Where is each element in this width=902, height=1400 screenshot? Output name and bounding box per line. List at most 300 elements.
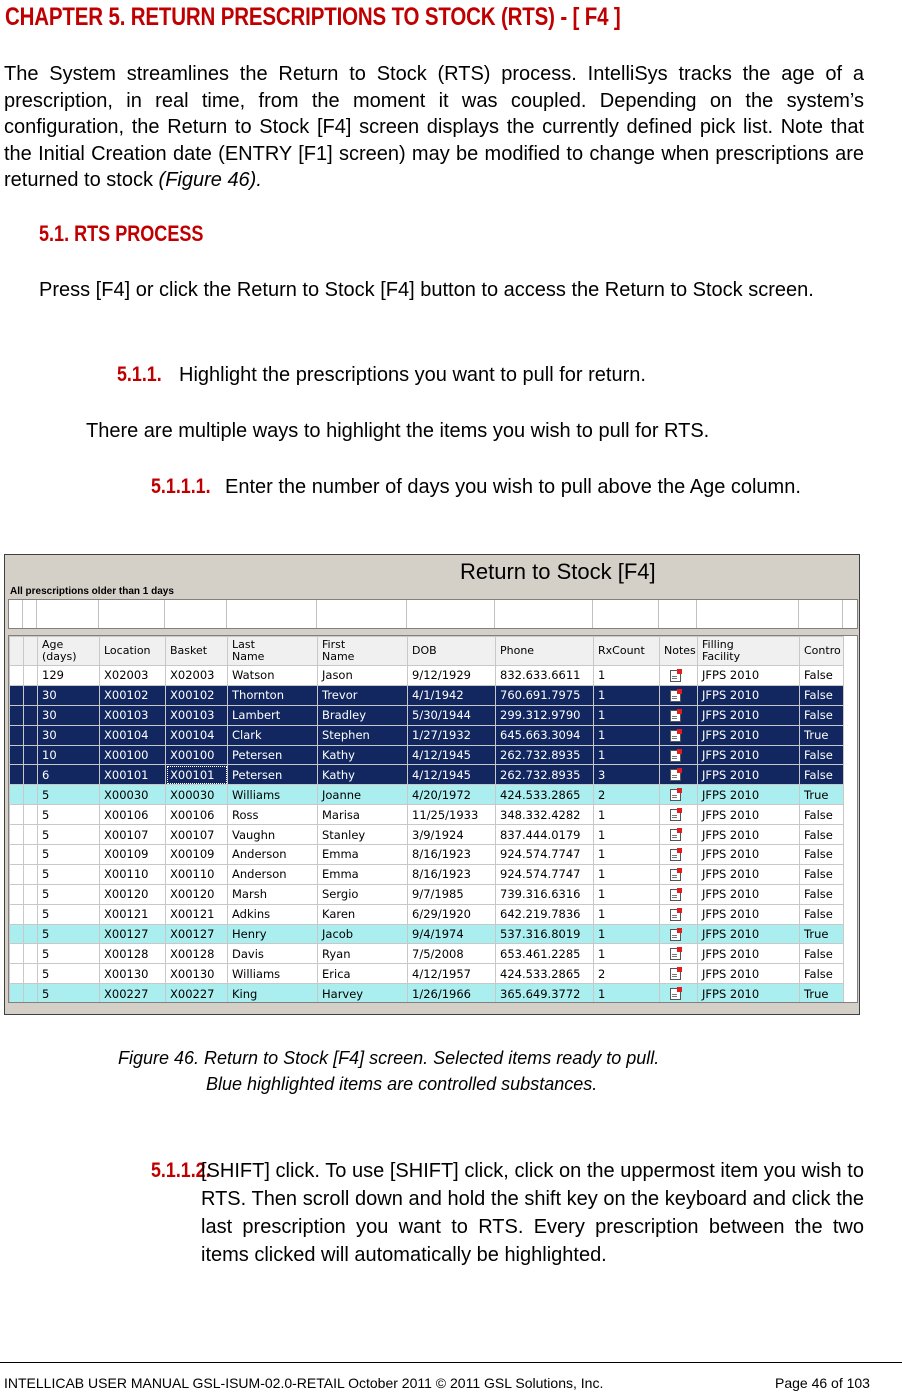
row-selector[interactable] (10, 984, 24, 1003)
cell-age: 5 (38, 984, 100, 1003)
cell-phone: 924.574.7747 (496, 845, 594, 865)
filter-cell-divider (494, 600, 495, 628)
cell-dob: 8/16/1923 (408, 864, 496, 884)
cell-dob: 1/27/1932 (408, 725, 496, 745)
column-header-text: Phone (500, 644, 535, 657)
filter-cell-divider (842, 600, 843, 628)
column-header-age[interactable] (38, 637, 100, 666)
cell-control: True (800, 785, 844, 805)
cell-control: False (800, 805, 844, 825)
filter-cell-divider (658, 600, 659, 628)
cell-notes (660, 984, 698, 1003)
row-selector[interactable] (24, 705, 38, 725)
row-selector[interactable] (10, 845, 24, 865)
cell-filling-facility: JFPS 2010 (698, 725, 800, 745)
filter-cell-divider (406, 600, 407, 628)
notes-icon[interactable] (670, 909, 681, 921)
filter-cell-divider (226, 600, 227, 628)
cell-filling-facility: JFPS 2010 (698, 904, 800, 924)
table-row[interactable] (10, 765, 844, 785)
cell-notes (660, 785, 698, 805)
table-row[interactable] (10, 845, 844, 865)
column-header-first-name[interactable] (318, 637, 408, 666)
cell-basket: X00107 (166, 825, 228, 845)
row-selector[interactable] (10, 825, 24, 845)
cell-rx-count: 1 (594, 944, 660, 964)
column-header-control[interactable] (800, 637, 844, 666)
section-5-1-text: Press [F4] or click the Return to Stock [F4] button to access the Return to Stock screen. (39, 279, 814, 301)
section-heading-5-1: 5.1. RTS PROCESS (39, 221, 204, 246)
row-selector[interactable] (24, 805, 38, 825)
row-selector[interactable] (24, 944, 38, 964)
row-selector[interactable] (24, 666, 38, 686)
row-selector[interactable] (10, 745, 24, 765)
cell-rx-count: 2 (594, 964, 660, 984)
cell-control: False (800, 864, 844, 884)
cell-phone: 924.574.7747 (496, 864, 594, 884)
cell-last-name: Petersen (228, 745, 318, 765)
cell-first-name: Stanley (318, 825, 408, 845)
cell-rx-count: 2 (594, 785, 660, 805)
notes-icon[interactable] (670, 670, 681, 682)
cell-dob: 4/20/1972 (408, 785, 496, 805)
cell-age: 30 (38, 705, 100, 725)
cell-filling-facility: JFPS 2010 (698, 924, 800, 944)
cell-notes (660, 725, 698, 745)
filter-cell-divider (164, 600, 165, 628)
table-row[interactable] (10, 944, 844, 964)
cell-last-name: Davis (228, 944, 318, 964)
cell-age: 30 (38, 685, 100, 705)
cell-age: 5 (38, 785, 100, 805)
cell-phone: 837.444.0179 (496, 825, 594, 845)
table-row[interactable] (10, 884, 844, 904)
cell-location: X00102 (100, 685, 166, 705)
cell-phone: 424.533.2865 (496, 964, 594, 984)
footer-left: INTELLICAB USER MANUAL GSL-ISUM-02.0-RETAIL October 2011 © 2011 GSL Solutions, Inc. (4, 1375, 604, 1391)
column-header-last-name[interactable] (228, 637, 318, 666)
table-row[interactable] (10, 924, 844, 944)
notes-icon[interactable] (670, 690, 681, 702)
cell-rx-count: 1 (594, 685, 660, 705)
cell-dob: 3/9/1924 (408, 825, 496, 845)
cell-filling-facility: JFPS 2010 (698, 666, 800, 686)
row-selector[interactable] (10, 864, 24, 884)
cell-rx-count: 1 (594, 884, 660, 904)
cell-first-name: Joanne (318, 785, 408, 805)
cell-dob: 9/7/1985 (408, 884, 496, 904)
cell-rx-count: 1 (594, 864, 660, 884)
cell-location: X00101 (100, 765, 166, 785)
cell-control: False (800, 904, 844, 924)
row-selector[interactable] (24, 785, 38, 805)
cell-location: X00121 (100, 904, 166, 924)
cell-location: X00120 (100, 884, 166, 904)
cell-location: X00130 (100, 964, 166, 984)
cell-age: 5 (38, 924, 100, 944)
notes-icon[interactable] (670, 730, 681, 742)
cell-age: 5 (38, 825, 100, 845)
column-header-text: Notes (664, 644, 696, 657)
cell-dob: 6/29/1920 (408, 904, 496, 924)
cell-last-name: Thornton (228, 685, 318, 705)
table-row[interactable] (10, 666, 844, 686)
table-row[interactable] (10, 805, 844, 825)
column-header-text: DOB (412, 644, 437, 657)
cell-filling-facility: JFPS 2010 (698, 984, 800, 1003)
intro-paragraph-lead: The System streamlines the Return to Stock (RTS) process. IntelliSys tracks the age of a prescription, in real time, from the moment it was coupled. Depending on the system’s configuration, the Return to Stock [F4] screen displays the currently defined pick list. Note that the Initial Creation date (ENTRY [F1] screen) may be modified to change when prescriptions are returned to stock (4, 63, 864, 191)
cell-dob: 1/26/1966 (408, 984, 496, 1003)
cell-last-name: Adkins (228, 904, 318, 924)
row-header-column (24, 637, 38, 666)
table-row[interactable] (10, 785, 844, 805)
notes-icon[interactable] (670, 750, 681, 762)
table-row[interactable] (10, 685, 844, 705)
cell-notes (660, 884, 698, 904)
cell-last-name: Marsh (228, 884, 318, 904)
cell-age: 5 (38, 904, 100, 924)
cell-filling-facility: JFPS 2010 (698, 884, 800, 904)
cell-first-name: Harvey (318, 984, 408, 1003)
chapter-title: CHAPTER 5. RETURN PRESCRIPTIONS TO STOCK (RTS) - [ F4 ] (5, 3, 621, 31)
column-header-text: Name (322, 650, 355, 663)
column-header-notes[interactable] (660, 637, 698, 666)
table-row[interactable] (10, 745, 844, 765)
cell-location: X00106 (100, 805, 166, 825)
notes-icon[interactable] (670, 889, 681, 901)
prescription-table (9, 636, 844, 1003)
cell-control: False (800, 964, 844, 984)
cell-age: 5 (38, 845, 100, 865)
filter-input-row[interactable] (8, 599, 858, 629)
cell-first-name: Emma (318, 864, 408, 884)
row-selector[interactable] (10, 685, 24, 705)
cell-location: X00110 (100, 864, 166, 884)
cell-dob: 9/12/1929 (408, 666, 496, 686)
cell-filling-facility: JFPS 2010 (698, 964, 800, 984)
multi-ways-text: There are multiple ways to highlight the items you wish to pull for RTS. (86, 420, 710, 442)
return-to-stock-window (4, 554, 860, 1015)
column-header-rx-count[interactable] (594, 637, 660, 666)
cell-location: X00103 (100, 705, 166, 725)
filter-cell-divider (316, 600, 317, 628)
cell-first-name: Marisa (318, 805, 408, 825)
cell-rx-count: 3 (594, 765, 660, 785)
cell-notes (660, 944, 698, 964)
row-selector[interactable] (24, 884, 38, 904)
step-number: 5.1.1. (117, 363, 162, 386)
table-row[interactable] (10, 964, 844, 984)
cell-notes (660, 666, 698, 686)
cell-phone: 642.219.7836 (496, 904, 594, 924)
cell-notes (660, 805, 698, 825)
cell-age: 10 (38, 745, 100, 765)
notes-icon[interactable] (670, 769, 681, 781)
cell-location: X00128 (100, 944, 166, 964)
window-title-bar (7, 557, 857, 587)
cell-filling-facility: JFPS 2010 (698, 944, 800, 964)
cell-notes (660, 924, 698, 944)
row-selector[interactable] (10, 705, 24, 725)
column-header-text: Filling (702, 638, 734, 651)
filter-cell-divider (798, 600, 799, 628)
cell-phone: 262.732.8935 (496, 765, 594, 785)
cell-phone: 365.649.3772 (496, 984, 594, 1003)
age-filter (7, 587, 857, 599)
cell-phone: 537.316.8019 (496, 924, 594, 944)
row-selector[interactable] (24, 685, 38, 705)
footer-divider (0, 1362, 902, 1363)
cell-notes (660, 904, 698, 924)
cell-age: 5 (38, 944, 100, 964)
cell-location: X00109 (100, 845, 166, 865)
cell-control: True (800, 984, 844, 1003)
cell-age: 5 (38, 805, 100, 825)
cell-filling-facility: JFPS 2010 (698, 685, 800, 705)
cell-first-name: Stephen (318, 725, 408, 745)
cell-location: X00030 (100, 785, 166, 805)
cell-location: X00227 (100, 984, 166, 1003)
cell-dob: 9/4/1974 (408, 924, 496, 944)
table-row[interactable] (10, 825, 844, 845)
table-row[interactable] (10, 705, 844, 725)
footer-page-number: Page 46 of 103 (775, 1375, 870, 1391)
age-filter-label: All prescriptions older than 1 days (10, 586, 174, 597)
cell-rx-count: 1 (594, 845, 660, 865)
row-selector[interactable] (24, 904, 38, 924)
cell-first-name: Sergio (318, 884, 408, 904)
row-selector[interactable] (10, 924, 24, 944)
row-selector[interactable] (10, 944, 24, 964)
step-5-1-1-2 (151, 1157, 864, 1297)
cell-last-name: Henry (228, 924, 318, 944)
row-selector[interactable] (24, 924, 38, 944)
cell-dob: 4/12/1945 (408, 765, 496, 785)
cell-filling-facility: JFPS 2010 (698, 745, 800, 765)
cell-notes (660, 765, 698, 785)
cell-basket: X00109 (166, 845, 228, 865)
cell-first-name: Trevor (318, 685, 408, 705)
cell-basket: X00100 (166, 745, 228, 765)
column-header-text: Last (232, 638, 255, 651)
cell-age: 5 (38, 864, 100, 884)
row-selector[interactable] (24, 984, 38, 1003)
cell-phone: 653.461.2285 (496, 944, 594, 964)
row-selector[interactable] (24, 725, 38, 745)
cell-basket: X00121 (166, 904, 228, 924)
column-header-text: Basket (170, 644, 208, 657)
row-selector[interactable] (10, 904, 24, 924)
cell-rx-count: 1 (594, 805, 660, 825)
notes-icon[interactable] (670, 809, 681, 821)
cell-basket: X00227 (166, 984, 228, 1003)
cell-basket: X02003 (166, 666, 228, 686)
cell-location: X02003 (100, 666, 166, 686)
row-selector[interactable] (24, 825, 38, 845)
cell-basket: X00130 (166, 964, 228, 984)
notes-icon[interactable] (670, 968, 681, 980)
cell-dob: 5/30/1944 (408, 705, 496, 725)
column-header-phone[interactable] (496, 637, 594, 666)
row-selector[interactable] (10, 805, 24, 825)
cell-filling-facility: JFPS 2010 (698, 805, 800, 825)
table-row[interactable] (10, 904, 844, 924)
notes-icon[interactable] (670, 869, 681, 881)
cell-control: False (800, 845, 844, 865)
cell-notes (660, 964, 698, 984)
column-header-text: Location (104, 644, 151, 657)
cell-filling-facility: JFPS 2010 (698, 845, 800, 865)
cell-control: False (800, 884, 844, 904)
column-header-text: Name (232, 650, 265, 663)
step-number: 5.1.1.1. (151, 475, 211, 498)
column-header-text: Contro (804, 644, 841, 657)
row-selector[interactable] (10, 884, 24, 904)
cell-filling-facility: JFPS 2010 (698, 864, 800, 884)
cell-dob: 4/12/1945 (408, 745, 496, 765)
cell-dob: 4/12/1957 (408, 964, 496, 984)
cell-rx-count: 1 (594, 666, 660, 686)
column-header-filling-facility[interactable] (698, 637, 800, 666)
cell-last-name: King (228, 984, 318, 1003)
cell-basket: X00110 (166, 864, 228, 884)
cell-control: False (800, 705, 844, 725)
notes-icon[interactable] (670, 789, 681, 801)
row-selector[interactable] (24, 765, 38, 785)
cell-rx-count: 1 (594, 825, 660, 845)
row-selector[interactable] (24, 964, 38, 984)
filter-cell-divider (696, 600, 697, 628)
cell-rx-count: 1 (594, 745, 660, 765)
cell-first-name: Bradley (318, 705, 408, 725)
cell-notes (660, 864, 698, 884)
notes-icon[interactable] (670, 849, 681, 861)
cell-last-name: Williams (228, 785, 318, 805)
cell-rx-count: 1 (594, 725, 660, 745)
column-header-text: Age (42, 638, 64, 651)
column-header-dob[interactable] (408, 637, 496, 666)
cell-phone: 348.332.4282 (496, 805, 594, 825)
cell-notes (660, 845, 698, 865)
step-text: Highlight the prescriptions you want to pull for return. (179, 364, 646, 386)
cell-phone: 262.732.8935 (496, 745, 594, 765)
cell-rx-count: 1 (594, 924, 660, 944)
cell-basket: X00127 (166, 924, 228, 944)
filter-cell-divider (22, 600, 23, 628)
prescription-grid (8, 635, 858, 1003)
step-5-1-1-1 (151, 474, 864, 534)
row-selector[interactable] (24, 845, 38, 865)
cell-control: False (800, 765, 844, 785)
table-row[interactable] (10, 725, 844, 745)
cell-basket: X00101 (166, 765, 228, 785)
cell-last-name: Watson (228, 666, 318, 686)
cell-last-name: Clark (228, 725, 318, 745)
intro-paragraph (4, 61, 864, 194)
figure-caption-line-2: Blue highlighted items are controlled substances. (206, 1074, 598, 1094)
table-row[interactable] (10, 864, 844, 884)
cell-control: True (800, 924, 844, 944)
cell-basket: X00104 (166, 725, 228, 745)
row-selector[interactable] (10, 725, 24, 745)
cell-basket: X00106 (166, 805, 228, 825)
cell-first-name: Jacob (318, 924, 408, 944)
cell-notes (660, 745, 698, 765)
cell-location: X00104 (100, 725, 166, 745)
window-title: Return to Stock [F4] (460, 559, 656, 584)
row-selector[interactable] (10, 765, 24, 785)
notes-icon[interactable] (670, 948, 681, 960)
cell-first-name: Emma (318, 845, 408, 865)
cell-phone: 739.316.6316 (496, 884, 594, 904)
cell-first-name: Kathy (318, 745, 408, 765)
notes-icon[interactable] (670, 929, 681, 941)
cell-control: True (800, 725, 844, 745)
cell-basket: X00102 (166, 685, 228, 705)
cell-last-name: Anderson (228, 845, 318, 865)
cell-age: 129 (38, 666, 100, 686)
cell-age: 30 (38, 725, 100, 745)
cell-basket: X00120 (166, 884, 228, 904)
cell-first-name: Kathy (318, 765, 408, 785)
cell-first-name: Ryan (318, 944, 408, 964)
column-header-basket[interactable] (166, 637, 228, 666)
cell-rx-count: 1 (594, 984, 660, 1003)
notes-icon[interactable] (670, 710, 681, 722)
row-selector[interactable] (10, 964, 24, 984)
cell-location: X00100 (100, 745, 166, 765)
table-row[interactable] (10, 984, 844, 1003)
cell-age: 5 (38, 884, 100, 904)
cell-last-name: Williams (228, 964, 318, 984)
step-number: 5.1.1.2. (151, 1159, 211, 1182)
cell-age: 6 (38, 765, 100, 785)
cell-dob: 8/16/1923 (408, 845, 496, 865)
figure-caption-line-1: Figure 46. Return to Stock [F4] screen. Selected items ready to pull. (118, 1048, 660, 1068)
cell-first-name: Karen (318, 904, 408, 924)
row-selector[interactable] (24, 745, 38, 765)
filter-cell-divider (592, 600, 593, 628)
cell-basket: X00103 (166, 705, 228, 725)
cell-last-name: Petersen (228, 765, 318, 785)
cell-filling-facility: JFPS 2010 (698, 705, 800, 725)
cell-first-name: Erica (318, 964, 408, 984)
row-selector[interactable] (10, 785, 24, 805)
column-header-text: First (322, 638, 346, 651)
cell-notes (660, 705, 698, 725)
cell-last-name: Lambert (228, 705, 318, 725)
step-text-content: [SHIFT] click. To use [SHIFT] click, click on the uppermost item you wish to RTS. Then scroll down and hold the shift key on the keyboard and click the last prescription you want to RTS. Every prescription between the two items clicked will automatically be highlighted. (201, 1160, 864, 1266)
row-selector[interactable] (10, 666, 24, 686)
cell-phone: 832.633.6611 (496, 666, 594, 686)
notes-icon[interactable] (670, 829, 681, 841)
column-header-location[interactable] (100, 637, 166, 666)
cell-control: False (800, 666, 844, 686)
cell-dob: 4/1/1942 (408, 685, 496, 705)
cell-last-name: Vaughn (228, 825, 318, 845)
cell-control: False (800, 685, 844, 705)
cell-phone: 424.533.2865 (496, 785, 594, 805)
cell-basket: X00128 (166, 944, 228, 964)
notes-icon[interactable] (670, 988, 681, 1000)
column-header-text: RxCount (598, 644, 645, 657)
row-selector[interactable] (24, 864, 38, 884)
row-header-column (10, 637, 24, 666)
column-header-text: (days) (42, 650, 77, 663)
cell-filling-facility: JFPS 2010 (698, 825, 800, 845)
column-header-text: Facility (702, 650, 741, 663)
cell-control: False (800, 745, 844, 765)
